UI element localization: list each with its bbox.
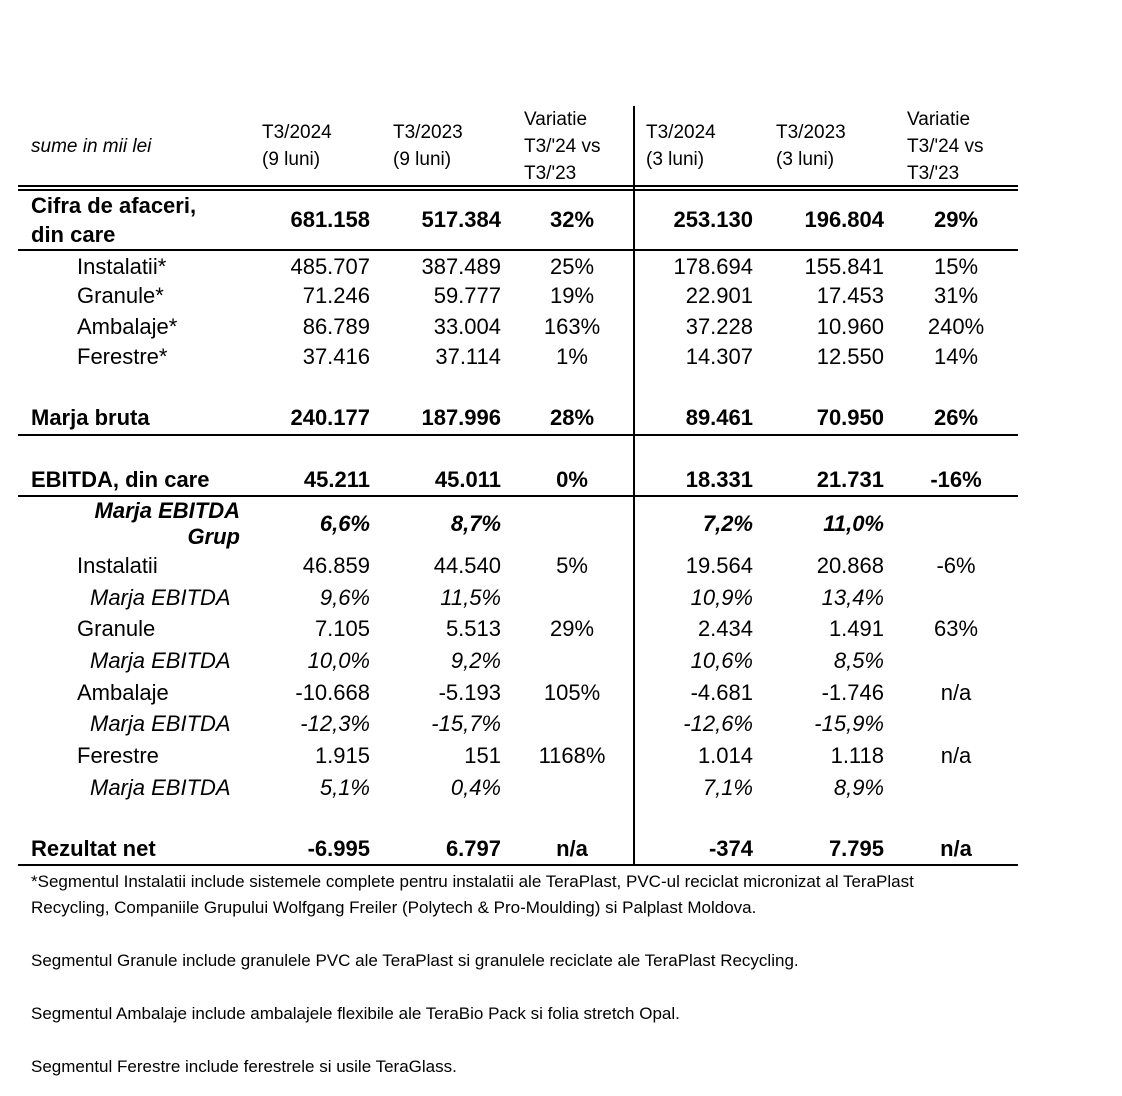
table-row-marja-ferestre	[18, 772, 1018, 803]
row-label: Marja EBITDA	[90, 711, 231, 736]
cell-value: 89.461	[685, 405, 753, 430]
table-row-ebitda-ambalaje	[18, 677, 1018, 708]
cell-value: 1.491	[828, 616, 884, 641]
table-row-ebitda-granule	[18, 613, 1018, 644]
cell-value: n/a	[940, 680, 972, 705]
cell-value: 86.789	[302, 314, 370, 339]
cell-value: 1.014	[697, 743, 753, 768]
cell-value: 681.158	[290, 207, 370, 232]
row-label: Ferestre	[77, 743, 159, 768]
row-label: Cifra de afaceri, din care	[31, 193, 197, 247]
cell-value: 14%	[933, 344, 979, 369]
cell-value: 31%	[933, 283, 979, 308]
row-label: Ambalaje	[77, 680, 169, 705]
table-row-marja-granule	[18, 645, 1018, 676]
table-row-marja-bruta	[18, 402, 1018, 433]
table-row-granule	[18, 280, 1018, 311]
cell-value: -15,7%	[431, 711, 501, 736]
cell-value: -374	[708, 836, 753, 861]
cell-value: 7.105	[314, 616, 370, 641]
cell-value: 11,5%	[440, 585, 501, 610]
cell-value: 19.564	[685, 553, 753, 578]
cell-value: -15,9%	[814, 711, 884, 736]
cell-value: 12.550	[816, 344, 884, 369]
cell-value: 105%	[543, 680, 601, 705]
cell-value: n/a	[940, 743, 972, 768]
header-double-rule-top	[18, 185, 1018, 187]
footnote-instalatii: *Segmentul Instalatii include sistemele complete pentru instalatii ale TeraPlast, PVC-ul reciclat micronizat al TeraPlast Recycling, Companiile Grupului Wolfgang Freiler (Polytech & Pro-Moulding) si Palplast Moldova.	[31, 872, 914, 917]
cell-value: 22.901	[685, 283, 753, 308]
cell-value: 6,6%	[319, 511, 370, 536]
cell-value: 29%	[933, 207, 979, 232]
row-label: Ambalaje*	[77, 314, 178, 339]
cell-value: n/a	[940, 836, 972, 861]
cell-value: 37.416	[302, 344, 370, 369]
cell-value: 8,9%	[833, 775, 884, 800]
table-row-instalatii	[18, 251, 1018, 282]
cell-value: 8,7%	[450, 511, 501, 536]
cell-value: 5,1%	[319, 775, 370, 800]
row-label: Instalatii*	[77, 254, 167, 279]
cell-value: 1168%	[538, 743, 606, 768]
cell-value: 5%	[556, 553, 588, 578]
cell-value: 7,1%	[702, 775, 753, 800]
cell-value: -6%	[936, 553, 976, 578]
cell-value: 71.246	[302, 283, 370, 308]
table-row-ebitda-instalatii	[18, 550, 1018, 581]
cell-value: 29%	[549, 616, 595, 641]
cell-value: 37.228	[685, 314, 753, 339]
footnote-ambalaje: Segmentul Ambalaje include ambalajele flexibile ale TeraBio Pack si folia stretch Opal.	[31, 1004, 680, 1023]
unit-label: sume in mii lei	[31, 136, 152, 157]
row-label: Rezultat net	[31, 836, 156, 861]
cell-value: 187.996	[421, 405, 501, 430]
cell-value: 15%	[933, 254, 979, 279]
cell-value: n/a	[556, 836, 588, 861]
cell-value: 253.130	[673, 207, 753, 232]
cell-value: 9,6%	[319, 585, 370, 610]
row-label: Marja EBITDA Grup	[94, 498, 240, 549]
cell-value: 28%	[549, 405, 595, 430]
cell-value: -6.995	[307, 836, 370, 861]
cell-value: 1.915	[314, 743, 370, 768]
cell-value: 196.804	[804, 207, 884, 232]
cell-value: 240.177	[290, 405, 370, 430]
table-row-ebitda-ferestre	[18, 740, 1018, 771]
cell-value: 2.434	[697, 616, 753, 641]
table-row-rezultat-net	[18, 833, 1018, 864]
table-row-ferestre	[18, 341, 1018, 372]
cell-value: 46.859	[302, 553, 370, 578]
cell-value: 63%	[933, 616, 979, 641]
row-label: Marja EBITDA	[90, 585, 231, 610]
cell-value: 33.004	[433, 314, 501, 339]
cell-value: 10,9%	[690, 585, 753, 610]
cell-value: 485.707	[290, 254, 370, 279]
cell-value: 25%	[549, 254, 595, 279]
cell-value: 155.841	[804, 254, 884, 279]
cell-value: 240%	[927, 314, 985, 339]
rule-after-ebitda	[18, 495, 1018, 497]
cell-value: -5.193	[438, 680, 501, 705]
cell-value: 1%	[556, 344, 588, 369]
col-header-t3-2023-3m: T3/2023 (3 luni)	[776, 122, 846, 170]
cell-value: -16%	[930, 467, 982, 492]
footnote-granule: Segmentul Granule include granulele PVC ale TeraPlast si granulele reciclate ale TeraPlast Recycling.	[31, 951, 799, 970]
table-row-ebitda	[18, 464, 1018, 495]
col-header-t3-2023-9m: T3/2023 (9 luni)	[393, 122, 463, 170]
table-row-marja-ambalaje	[18, 708, 1018, 739]
col-header-t3-2024-3m: T3/2024 (3 luni)	[646, 122, 716, 170]
cell-value: 13,4%	[821, 585, 884, 610]
cell-value: -12,6%	[683, 711, 753, 736]
row-label: EBITDA, din care	[31, 467, 210, 492]
table-row-cifra-de-afaceri	[18, 193, 1018, 247]
cell-value: -1.746	[821, 680, 884, 705]
cell-value: 10,6%	[690, 648, 753, 673]
cell-value: 10.960	[816, 314, 884, 339]
row-label: Granule*	[77, 283, 164, 308]
cell-value: 45.211	[303, 467, 370, 492]
cell-value: 70.950	[816, 405, 884, 430]
cell-value: 26%	[933, 405, 979, 430]
col-header-variatie-9m: Variatie T3/'24 vs T3/'23	[524, 109, 601, 184]
table-row-marja-ebitda-grup	[18, 498, 1018, 549]
cell-value: 21.731	[816, 467, 884, 492]
cell-value: 151	[464, 743, 501, 768]
cell-value: 14.307	[685, 344, 753, 369]
cell-value: 0%	[556, 467, 588, 492]
cell-value: 178.694	[673, 254, 753, 279]
cell-value: 163%	[543, 314, 601, 339]
row-label: Marja EBITDA	[90, 775, 231, 800]
cell-value: 59.777	[433, 283, 501, 308]
cell-value: 10,0%	[307, 648, 370, 673]
table-row-marja-instalatii	[18, 582, 1018, 613]
col-header-t3-2024-9m: T3/2024 (9 luni)	[262, 122, 332, 170]
cell-value: 11,0%	[823, 511, 884, 536]
cell-value: 18.331	[685, 467, 753, 492]
cell-value: 44.540	[433, 553, 501, 578]
cell-value: 9,2%	[450, 648, 501, 673]
cell-value: 20.868	[816, 553, 884, 578]
cell-value: 7,2%	[702, 511, 753, 536]
row-label: Granule	[77, 616, 156, 641]
cell-value: -10.668	[295, 680, 370, 705]
cell-value: -4.681	[690, 680, 753, 705]
row-label: Instalatii	[77, 553, 158, 578]
cell-value: 37.114	[435, 344, 501, 369]
footnote-ferestre: Segmentul Ferestre include ferestrele si usile TeraGlass.	[31, 1057, 457, 1076]
row-label: Marja bruta	[31, 405, 150, 430]
rule-after-marja-bruta	[18, 434, 1018, 436]
cell-value: 17.453	[816, 283, 884, 308]
cell-value: 517.384	[421, 207, 501, 232]
cell-value: 45.011	[434, 467, 501, 492]
cell-value: 8,5%	[833, 648, 884, 673]
cell-value: 5.513	[445, 616, 501, 641]
cell-value: 6.797	[445, 836, 501, 861]
row-label: Ferestre*	[77, 344, 168, 369]
cell-value: -12,3%	[300, 711, 370, 736]
rule-after-rezultat	[18, 864, 1018, 866]
table-row-ambalaje	[18, 311, 1018, 342]
cell-value: 19%	[549, 283, 595, 308]
col-header-variatie-3m: Variatie T3/'24 vs T3/'23	[907, 109, 984, 184]
cell-value: 387.489	[421, 254, 501, 279]
cell-value: 1.118	[830, 743, 884, 768]
cell-value: 32%	[549, 207, 595, 232]
cell-value: 0,4%	[450, 775, 501, 800]
row-label: Marja EBITDA	[90, 648, 231, 673]
cell-value: 7.795	[828, 836, 884, 861]
